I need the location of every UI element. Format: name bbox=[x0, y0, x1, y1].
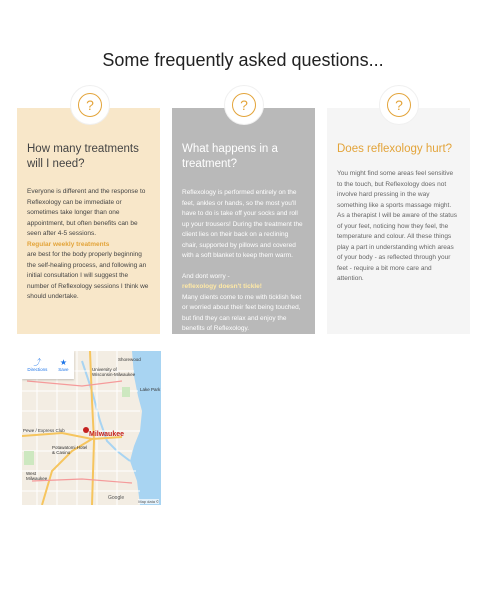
card-paragraph: Many clients come to me with ticklish feet or worried about their feet being touched, but find they can relax and enjoy the benefits of Reflexology. bbox=[182, 293, 302, 332]
map-label-university: University of Wisconsin-Milwaukee bbox=[92, 367, 136, 377]
map-city-label: Milwaukee bbox=[89, 431, 125, 438]
card-title: How many treatments will I need? bbox=[27, 143, 139, 170]
faq-heading: Some frequently asked questions... bbox=[102, 49, 384, 70]
save-label: Save bbox=[58, 366, 69, 372]
question-icon: ? bbox=[78, 93, 102, 117]
save-button[interactable] bbox=[58, 359, 68, 372]
map-controls bbox=[22, 351, 74, 379]
question-icon: ? bbox=[387, 93, 411, 117]
directions-button[interactable] bbox=[27, 359, 47, 372]
faq-card-hurt bbox=[327, 108, 470, 334]
question-badge bbox=[379, 85, 419, 125]
question-icon: ? bbox=[232, 93, 256, 117]
faq-card-what-happens bbox=[172, 108, 315, 334]
map-label-potawatomi: Potawatomi Hotel & Casino bbox=[52, 445, 88, 455]
question-badge bbox=[70, 85, 110, 125]
question-badge bbox=[224, 85, 264, 125]
directions-icon: ⤴ bbox=[33, 357, 42, 367]
card-title: What happens in a treatment? bbox=[182, 143, 278, 170]
card-paragraph: You might find some areas feel sensitive to the touch, but Reflexology does not involve hard pressing in the way something like a sports massage might. As a therapist I will be aware of the status of your feet, noticing how they feel, the temperature and colour. All these things play a part in understanding which areas of your body - as reflected through your feet - require a bit more care and attention. bbox=[337, 170, 457, 282]
card-paragraph: Reflexology is performed entirely on the feet, ankles or hands, so the most you'll have to do is take off your socks and roll up your trousers! During the treatment the client lies on their back on a reclining chair, supported by pillows and covered with a soft blanket to keep them warm. bbox=[182, 189, 303, 259]
card-title: Does reflexology hurt? bbox=[337, 143, 453, 155]
card-text bbox=[27, 187, 150, 303]
card-highlight: reflexology doesn't tickle! bbox=[182, 283, 262, 290]
map-label-lake-park: Lake Park bbox=[140, 387, 161, 392]
faq-card-treatments bbox=[17, 108, 160, 334]
location-map[interactable] bbox=[22, 351, 161, 505]
card-paragraph: And dont worry - bbox=[182, 272, 230, 280]
map-label-shorewood: Shorewood bbox=[118, 357, 141, 362]
card-paragraph: are best for the body properly beginning the self-healing process, and following an initial consultation I will suggest the number of Reflexology sessions I think we should undertake. bbox=[27, 251, 149, 300]
card-paragraph: Everyone is different and the response to Reflexology can be immediate or sometimes take longer than one appointment, but often benefits can be seen after 4-5 sessions. bbox=[27, 188, 146, 237]
star-icon: ★ bbox=[59, 357, 68, 367]
map-attribution[interactable]: Map data © bbox=[138, 499, 159, 504]
directions-label: Directions bbox=[27, 366, 48, 372]
google-logo: Google bbox=[108, 495, 125, 501]
map-label-west-milwaukee: West Milwaukee bbox=[26, 471, 48, 481]
card-text bbox=[182, 188, 305, 335]
card-text bbox=[337, 169, 460, 285]
map-label-pewee: Pewe / Express Club bbox=[23, 428, 65, 433]
card-highlight: Regular weekly treatments bbox=[27, 240, 110, 248]
